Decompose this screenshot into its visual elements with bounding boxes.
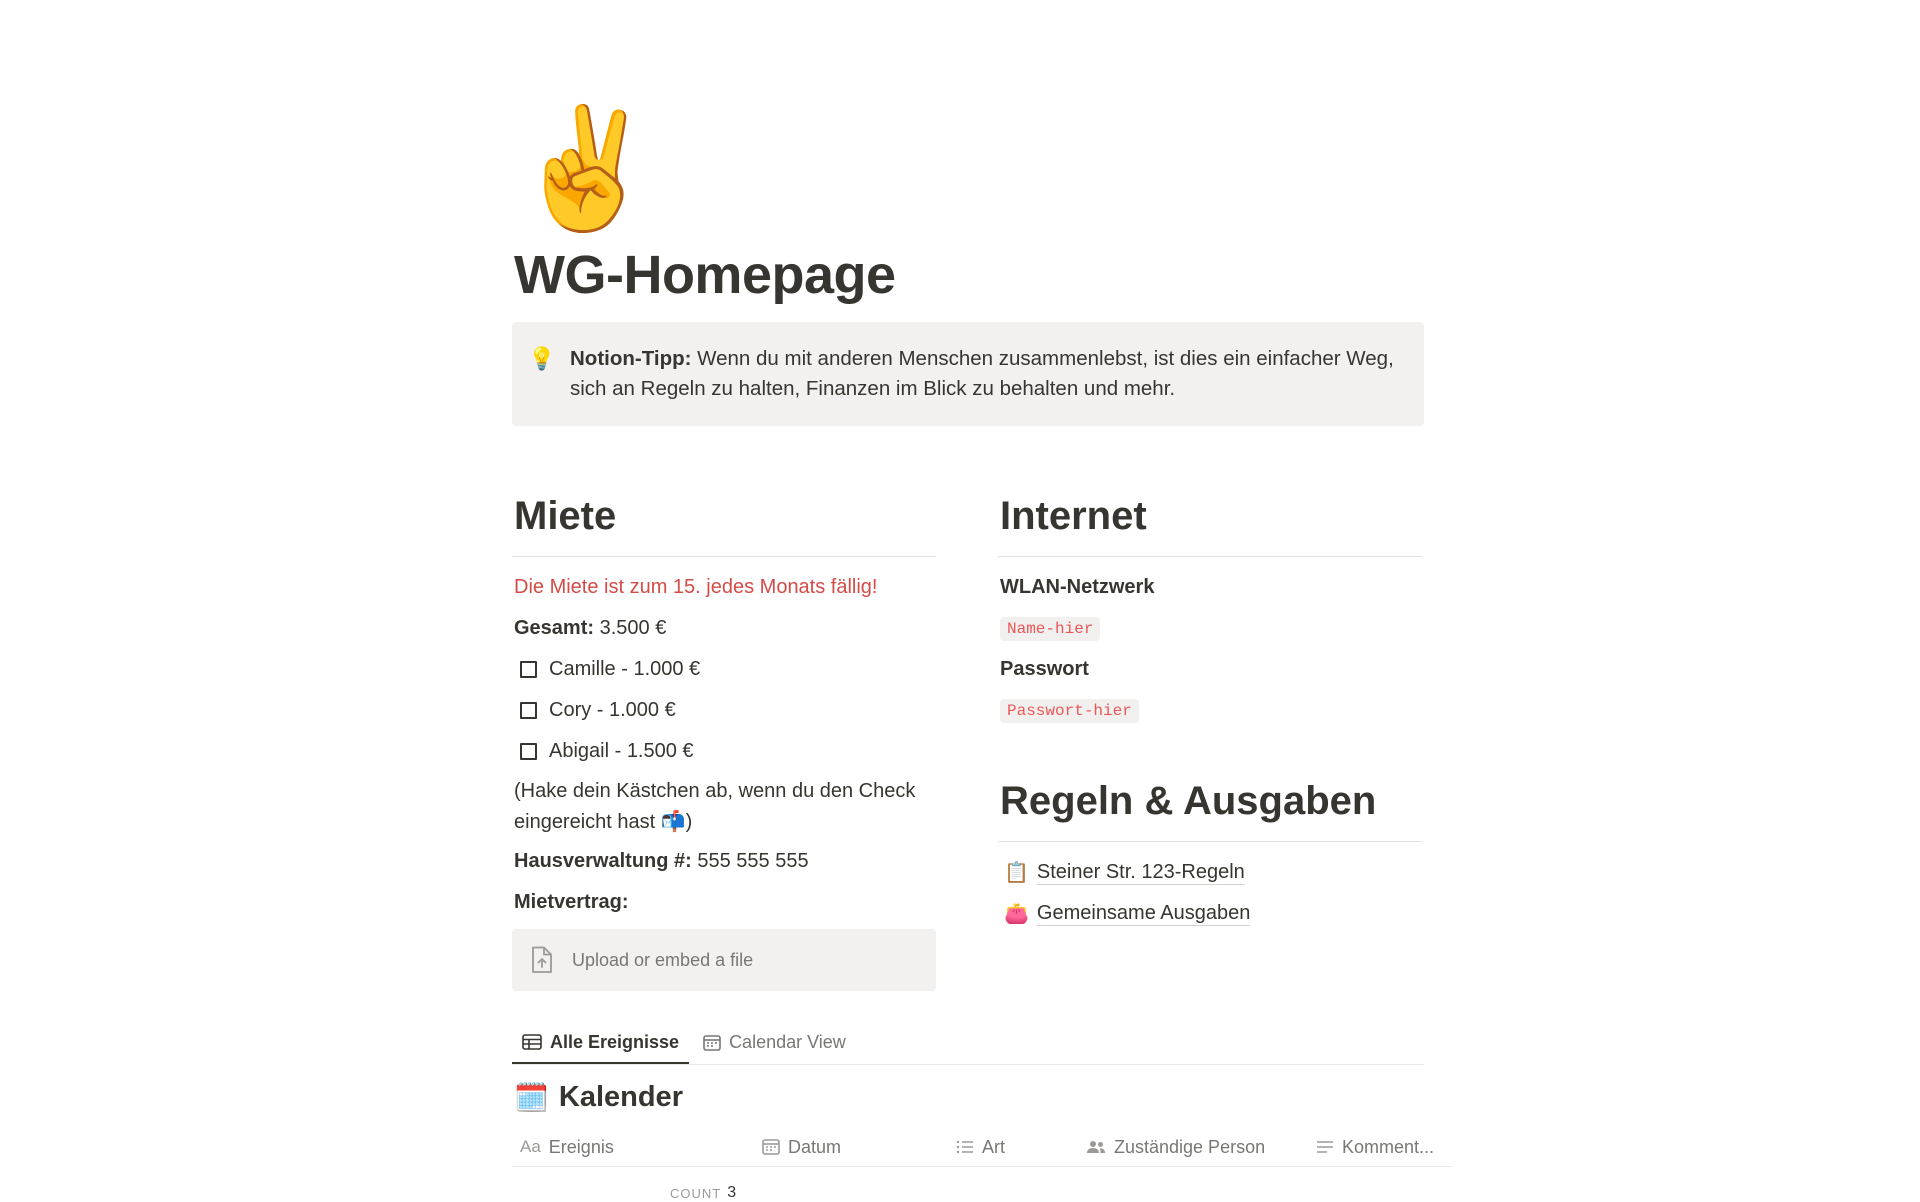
callout-bold-label: Notion-Tipp: — [570, 347, 692, 370]
todo-item — [512, 690, 936, 731]
calendar-icon — [762, 1139, 780, 1155]
column-header-label: Art — [982, 1136, 1006, 1157]
password-code[interactable]: Passwort-hier — [1000, 699, 1139, 723]
page-title[interactable]: WG-Homepage — [514, 245, 896, 305]
table-header-row — [512, 1128, 1452, 1167]
lines-icon — [1316, 1140, 1334, 1154]
rent-total-value: 3.500 € — [594, 617, 667, 639]
todo-item — [512, 649, 936, 690]
text-aa-icon: Aa — [520, 1137, 541, 1156]
column-header-label: Komment... — [1342, 1136, 1435, 1157]
calendar-emoji-icon: 🗓️ — [514, 1082, 549, 1113]
database-title[interactable] — [514, 1081, 683, 1114]
column-header-kommentar[interactable] — [1316, 1128, 1434, 1166]
page-link-ausgaben[interactable] — [998, 893, 1422, 934]
page-link-regeln[interactable] — [998, 852, 1422, 893]
hausverwaltung-number: 555 555 555 — [691, 850, 809, 872]
todo-label: Abigail - 1.500 € — [549, 740, 694, 762]
internet-column — [998, 488, 1422, 934]
wlan-name-code[interactable]: Name-hier — [1000, 617, 1100, 641]
todo-label: Camille - 1.000 € — [549, 658, 701, 680]
password-label: Passwort — [1000, 658, 1089, 680]
purse-icon: 👛 — [1004, 903, 1029, 925]
page-link-label: Gemeinsame Ausgaben — [1036, 902, 1251, 924]
page-icon-victory-hand[interactable]: ✌️ — [512, 103, 659, 235]
mietvertrag — [512, 882, 936, 923]
file-upload-label: Upload or embed a file — [572, 949, 754, 970]
column-header-art[interactable] — [956, 1128, 1005, 1166]
database-view-tabs — [512, 1022, 1424, 1065]
clipboard-icon: 📋 — [1004, 862, 1029, 884]
wlan-value-row — [998, 608, 1422, 649]
regeln-heading: Regeln & Ausgaben — [998, 773, 1422, 842]
wlan-label: WLAN-Netzwerk — [1000, 576, 1155, 598]
count-value: 3 — [727, 1184, 737, 1201]
lightbulb-icon: 💡 — [528, 346, 556, 371]
internet-heading: Internet — [998, 488, 1422, 557]
miete-heading: Miete — [512, 488, 936, 557]
list-icon — [956, 1140, 974, 1154]
checkbox[interactable] — [520, 743, 537, 760]
people-icon — [1086, 1140, 1106, 1154]
todo-item — [512, 731, 936, 772]
column-header-ereignis[interactable] — [520, 1128, 614, 1166]
password-value-row — [998, 690, 1422, 731]
tab-label: Alle Ereignisse — [550, 1031, 680, 1052]
tip-callout — [512, 322, 1424, 426]
page-link-label: Steiner Str. 123-Regeln — [1036, 861, 1245, 883]
mietvertrag-label: Mietvertrag: — [514, 891, 629, 913]
column-header-person[interactable] — [1086, 1128, 1265, 1166]
hausverwaltung-label: Hausverwaltung #: — [514, 850, 692, 872]
callout-text: Wenn du mit anderen Menschen zusammenlebst, ist dies ein einfacher Weg, sich an Regeln zu halten, Finanzen im Blick zu behalten und mehr. — [570, 347, 1394, 400]
column-header-label: Zuständige Person — [1114, 1136, 1266, 1157]
count-label: COUNT — [670, 1185, 722, 1201]
rent-total — [512, 608, 936, 649]
tab-label: Calendar View — [729, 1032, 846, 1052]
file-upload-block[interactable] — [512, 929, 936, 991]
table-icon — [522, 1034, 542, 1050]
miete-column — [512, 488, 936, 991]
checkbox[interactable] — [520, 661, 537, 678]
rent-total-label: Gesamt: — [514, 617, 595, 639]
database-title-text: Kalender — [558, 1081, 683, 1113]
column-header-label: Ereignis — [548, 1136, 614, 1157]
check-hint: (Hake dein Kästchen ab, wenn du den Check eingereicht hast 📬) — [514, 780, 916, 833]
file-upload-icon — [530, 946, 554, 974]
tab-calendar-view[interactable] — [693, 1022, 856, 1063]
checkbox[interactable] — [520, 702, 537, 719]
hausverwaltung — [512, 841, 936, 882]
tab-alle-ereignisse[interactable] — [512, 1022, 689, 1064]
todo-label: Cory - 1.000 € — [549, 699, 676, 721]
rent-due-note: Die Miete ist zum 15. jedes Monats fällig! — [514, 576, 878, 598]
calendar-icon — [703, 1035, 721, 1051]
count-footer[interactable] — [670, 1184, 736, 1202]
column-header-label: Datum — [788, 1136, 842, 1157]
column-header-datum[interactable] — [762, 1128, 841, 1166]
